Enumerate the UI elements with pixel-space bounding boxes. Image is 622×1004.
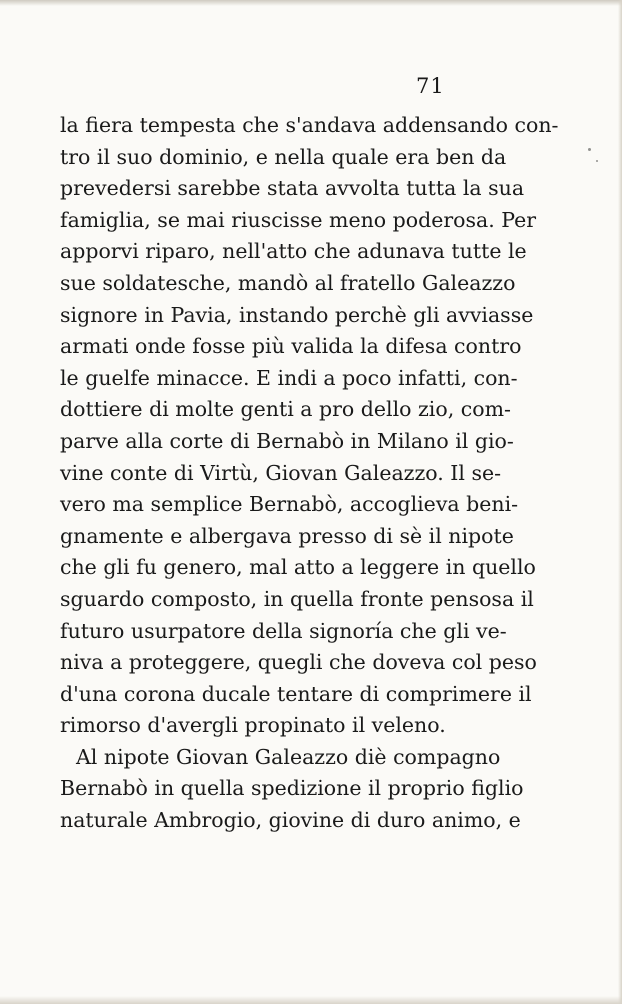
paragraph-end-line: rimorso d'avergli propinato il veleno. <box>60 713 446 738</box>
text-line: d'una corona ducale tentare di comprimere il <box>60 681 532 706</box>
page-edge-right <box>618 0 622 1004</box>
text-line: famiglia, se mai riuscisse meno poderosa. Per <box>60 207 537 232</box>
text-line: Bernabò in quella spedizione il proprio figlio <box>60 776 524 801</box>
text-line: dottiere di molte genti a pro dello zio, com- <box>60 397 511 422</box>
text-line: vine conte di Virtù, Giovan Galeazzo. Il se- <box>60 460 502 485</box>
text-line: signore in Pavia, instando perchè gli avviasse <box>60 302 534 327</box>
ink-speck <box>588 148 591 151</box>
text-line: gnamente e albergava presso di sè il nipote <box>60 523 514 548</box>
text-line: naturale Ambrogio, giovine di duro animo, e <box>60 808 521 833</box>
text-line: parve alla corte di Bernabò in Milano il gio- <box>60 428 514 453</box>
text-line: futuro usurpatore della signoría che gli ve- <box>60 618 507 643</box>
text-line: sue soldatesche, mandò al fratello Galeazzo <box>60 270 516 295</box>
page-edge-top <box>0 0 622 6</box>
text-line: niva a proteggere, quegli che doveva col peso <box>60 650 537 675</box>
page-number: 71 <box>416 74 445 98</box>
text-line: che gli fu genero, mal atto a leggere in quello <box>60 555 536 580</box>
text-line: armati onde fosse più valida la difesa contro <box>60 334 522 359</box>
text-line: tro il suo dominio, e nella quale era ben da <box>60 144 507 169</box>
text-line: apporvi riparo, nell'atto che adunava tutte le <box>60 239 527 264</box>
text-line: prevedersi sarebbe stata avvolta tutta la sua <box>60 176 525 201</box>
body-text <box>60 110 559 837</box>
text-line: la fiera tempesta che s'andava addensando con- <box>60 113 559 137</box>
paragraph-start-line: Al nipote Giovan Galeazzo diè compagno <box>76 744 501 769</box>
page-edge-bottom <box>0 996 622 1004</box>
text-line: le guelfe minacce. E indi a poco infatti, con- <box>60 365 518 390</box>
ink-speck <box>596 160 598 162</box>
text-line: vero ma semplice Bernabò, accoglieva beni- <box>60 492 519 517</box>
text-line: sguardo composto, in quella fronte pensosa il <box>60 586 534 611</box>
